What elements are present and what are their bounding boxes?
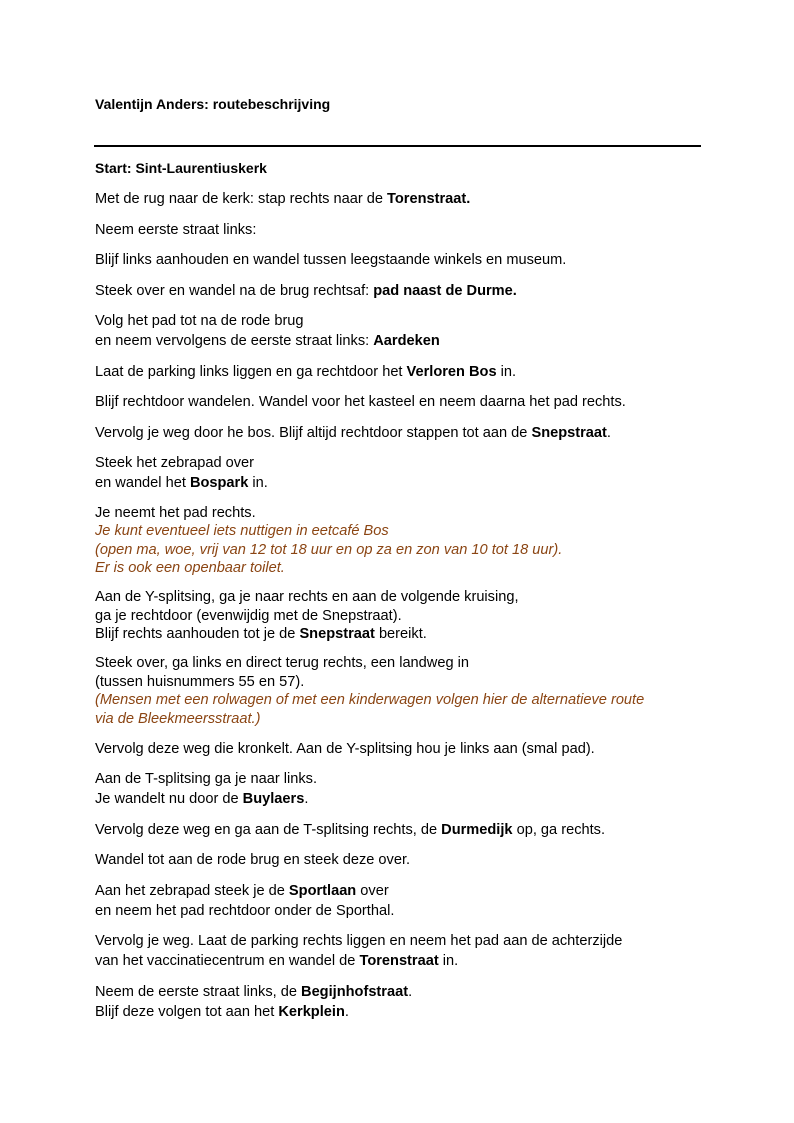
street-name: Bospark (189, 475, 249, 491)
step-text: Volg het pad tot na de rode brug (95, 313, 304, 329)
step-text: Blijf rechts aanhouden tot je de (95, 626, 300, 642)
street-name: Begijnhofstraat (301, 983, 409, 1000)
route-step-line (95, 850, 715, 870)
street-name: Snepstraat (531, 424, 607, 441)
route-step-line (95, 311, 715, 331)
step-text: Met de rug naar de kerk: stap rechts naar de (95, 191, 388, 207)
route-step-line (95, 673, 715, 692)
document-title: Valentijn Anders: routebeschrijving (95, 96, 331, 112)
route-step-note-line (95, 541, 715, 560)
route-step-line (95, 250, 715, 270)
note-text: via de Bleekmeersstraat.) (95, 710, 261, 727)
street-name: Kerkplein (278, 1003, 345, 1020)
route-step (95, 588, 715, 644)
route-step-line (95, 362, 715, 382)
route-step-line (95, 588, 715, 607)
street-name: Sportlaan (288, 882, 357, 899)
route-step (95, 982, 715, 1022)
route-step (95, 820, 715, 840)
step-text-end: in. (496, 363, 517, 380)
route-step (95, 189, 715, 209)
route-step-line (95, 901, 715, 921)
route-step-line (95, 281, 715, 301)
note-text: (Mensen met een rolwagen of met een kinderwagen volgen hier de alternatieve route (95, 692, 645, 708)
route-step-line (95, 473, 715, 493)
step-text-end: bereikt. (374, 626, 427, 642)
step-text-end: in. (438, 953, 459, 969)
route-step (95, 220, 715, 240)
route-step-line (95, 392, 715, 412)
route-step-line (95, 189, 715, 209)
route-step-line (95, 423, 715, 443)
step-text-end: . (606, 424, 611, 441)
route-step (95, 453, 715, 493)
step-text: Steek over, ga links en direct terug rechts, een landweg in (95, 655, 469, 671)
note-text: Er is ook een openbaar toilet. (95, 560, 285, 576)
route-step-line (95, 951, 715, 971)
street-name: Durmedijk (441, 821, 513, 838)
route-step-line (95, 607, 715, 626)
step-text-end: . (408, 983, 413, 1000)
step-text: en neem vervolgens de eerste straat links: (95, 333, 374, 349)
route-step-note-line (95, 710, 715, 729)
route-step (95, 654, 715, 728)
step-text: Steek het zebrapad over (95, 455, 255, 471)
route-step-line (95, 739, 715, 759)
step-text-end: in. (248, 475, 268, 491)
step-text: Je neemt het pad rechts. (95, 504, 256, 521)
route-step-line (95, 982, 715, 1002)
step-text: Neem eerste straat links: (95, 221, 257, 238)
step-text: Steek over en wandel na de brug rechtsaf: (95, 282, 374, 299)
route-step-line (95, 789, 715, 809)
route-step (95, 281, 715, 301)
step-text: Aan de T-splitsing ga je naar links. (95, 771, 318, 787)
step-text: Je wandelt nu door de (95, 791, 243, 807)
step-text: Laat de parking links liggen en ga rechtdoor het (95, 363, 407, 380)
step-text: Wandel tot aan de rode brug en steek deze over. (95, 852, 411, 868)
step-text-end: over (356, 882, 389, 899)
street-name: Snepstraat (299, 626, 375, 642)
step-text: Neem de eerste straat links, de (95, 983, 302, 1000)
route-step-line (95, 1002, 715, 1022)
route-step (95, 769, 715, 809)
route-step-note-line (95, 691, 715, 710)
route-step-line (95, 769, 715, 789)
route-step-line (95, 625, 715, 644)
step-text: Vervolg deze weg en ga aan de T-splitsing rechts, de (95, 821, 442, 838)
route-step (95, 850, 715, 870)
route-step-line (95, 453, 715, 473)
step-text: Blijf rechtdoor wandelen. Wandel voor het kasteel en neem daarna het pad rechts. (95, 394, 626, 410)
route-step-line (95, 504, 715, 523)
step-text: Blijf deze volgen tot aan het (95, 1003, 279, 1020)
note-text: (open ma, woe, vrij van 12 tot 18 uur en op za en zon van 10 tot 18 uur). (95, 541, 563, 558)
route-step (95, 311, 715, 351)
step-text: Vervolg je weg. Laat de parking rechts liggen en neem het pad aan de achterzijde (95, 933, 623, 949)
route-step-note-line (95, 559, 715, 578)
horizontal-divider (94, 145, 701, 147)
step-text: en wandel het (95, 475, 190, 491)
step-text-end: . (344, 1003, 349, 1020)
street-name: Buylaers (242, 791, 305, 807)
route-step (95, 739, 715, 759)
step-text: en neem het pad rechtdoor onder de Sporthal. (95, 902, 395, 919)
route-step-line (95, 331, 715, 351)
route-step-line (95, 881, 715, 901)
route-step (95, 504, 715, 578)
route-steps (95, 189, 715, 1032)
note-text: Je kunt eventueel iets nuttigen in eetcafé Bos (95, 523, 389, 539)
step-text: Vervolg je weg door he bos. Blijf altijd rechtdoor stappen tot aan de (95, 424, 532, 441)
street-name: Torenstraat (359, 953, 439, 969)
route-step-line (95, 220, 715, 240)
start-location: Start: Sint-Laurentiuskerk (95, 160, 267, 176)
step-text: van het vaccinatiecentrum en wandel de (95, 953, 360, 969)
route-step (95, 423, 715, 443)
step-text: (tussen huisnummers 55 en 57). (95, 673, 305, 690)
route-step-line (95, 931, 715, 951)
step-text: ga je rechtdoor (evenwijdig met de Snepstraat). (95, 607, 402, 624)
step-text: Aan het zebrapad steek je de (95, 882, 289, 899)
step-text-end: op, ga rechts. (512, 821, 606, 838)
step-text: Vervolg deze weg die kronkelt. Aan de Y-splitsing hou je links aan (smal pad). (95, 740, 595, 757)
street-name: pad naast de Durme. (373, 282, 517, 299)
route-step-line (95, 820, 715, 840)
route-step (95, 362, 715, 382)
step-text: Aan de Y-splitsing, ga je naar rechts en aan de volgende kruising, (95, 589, 519, 605)
step-text: Blijf links aanhouden en wandel tussen leegstaande winkels en museum. (95, 252, 567, 268)
street-name: Aardeken (373, 333, 440, 349)
route-step (95, 250, 715, 270)
street-name: Verloren Bos (406, 363, 497, 380)
route-step (95, 392, 715, 412)
route-step (95, 881, 715, 921)
route-step-line (95, 654, 715, 673)
route-step (95, 931, 715, 971)
street-name: Torenstraat. (387, 191, 471, 207)
step-text-end: . (304, 791, 309, 807)
route-step-note-line (95, 522, 715, 541)
